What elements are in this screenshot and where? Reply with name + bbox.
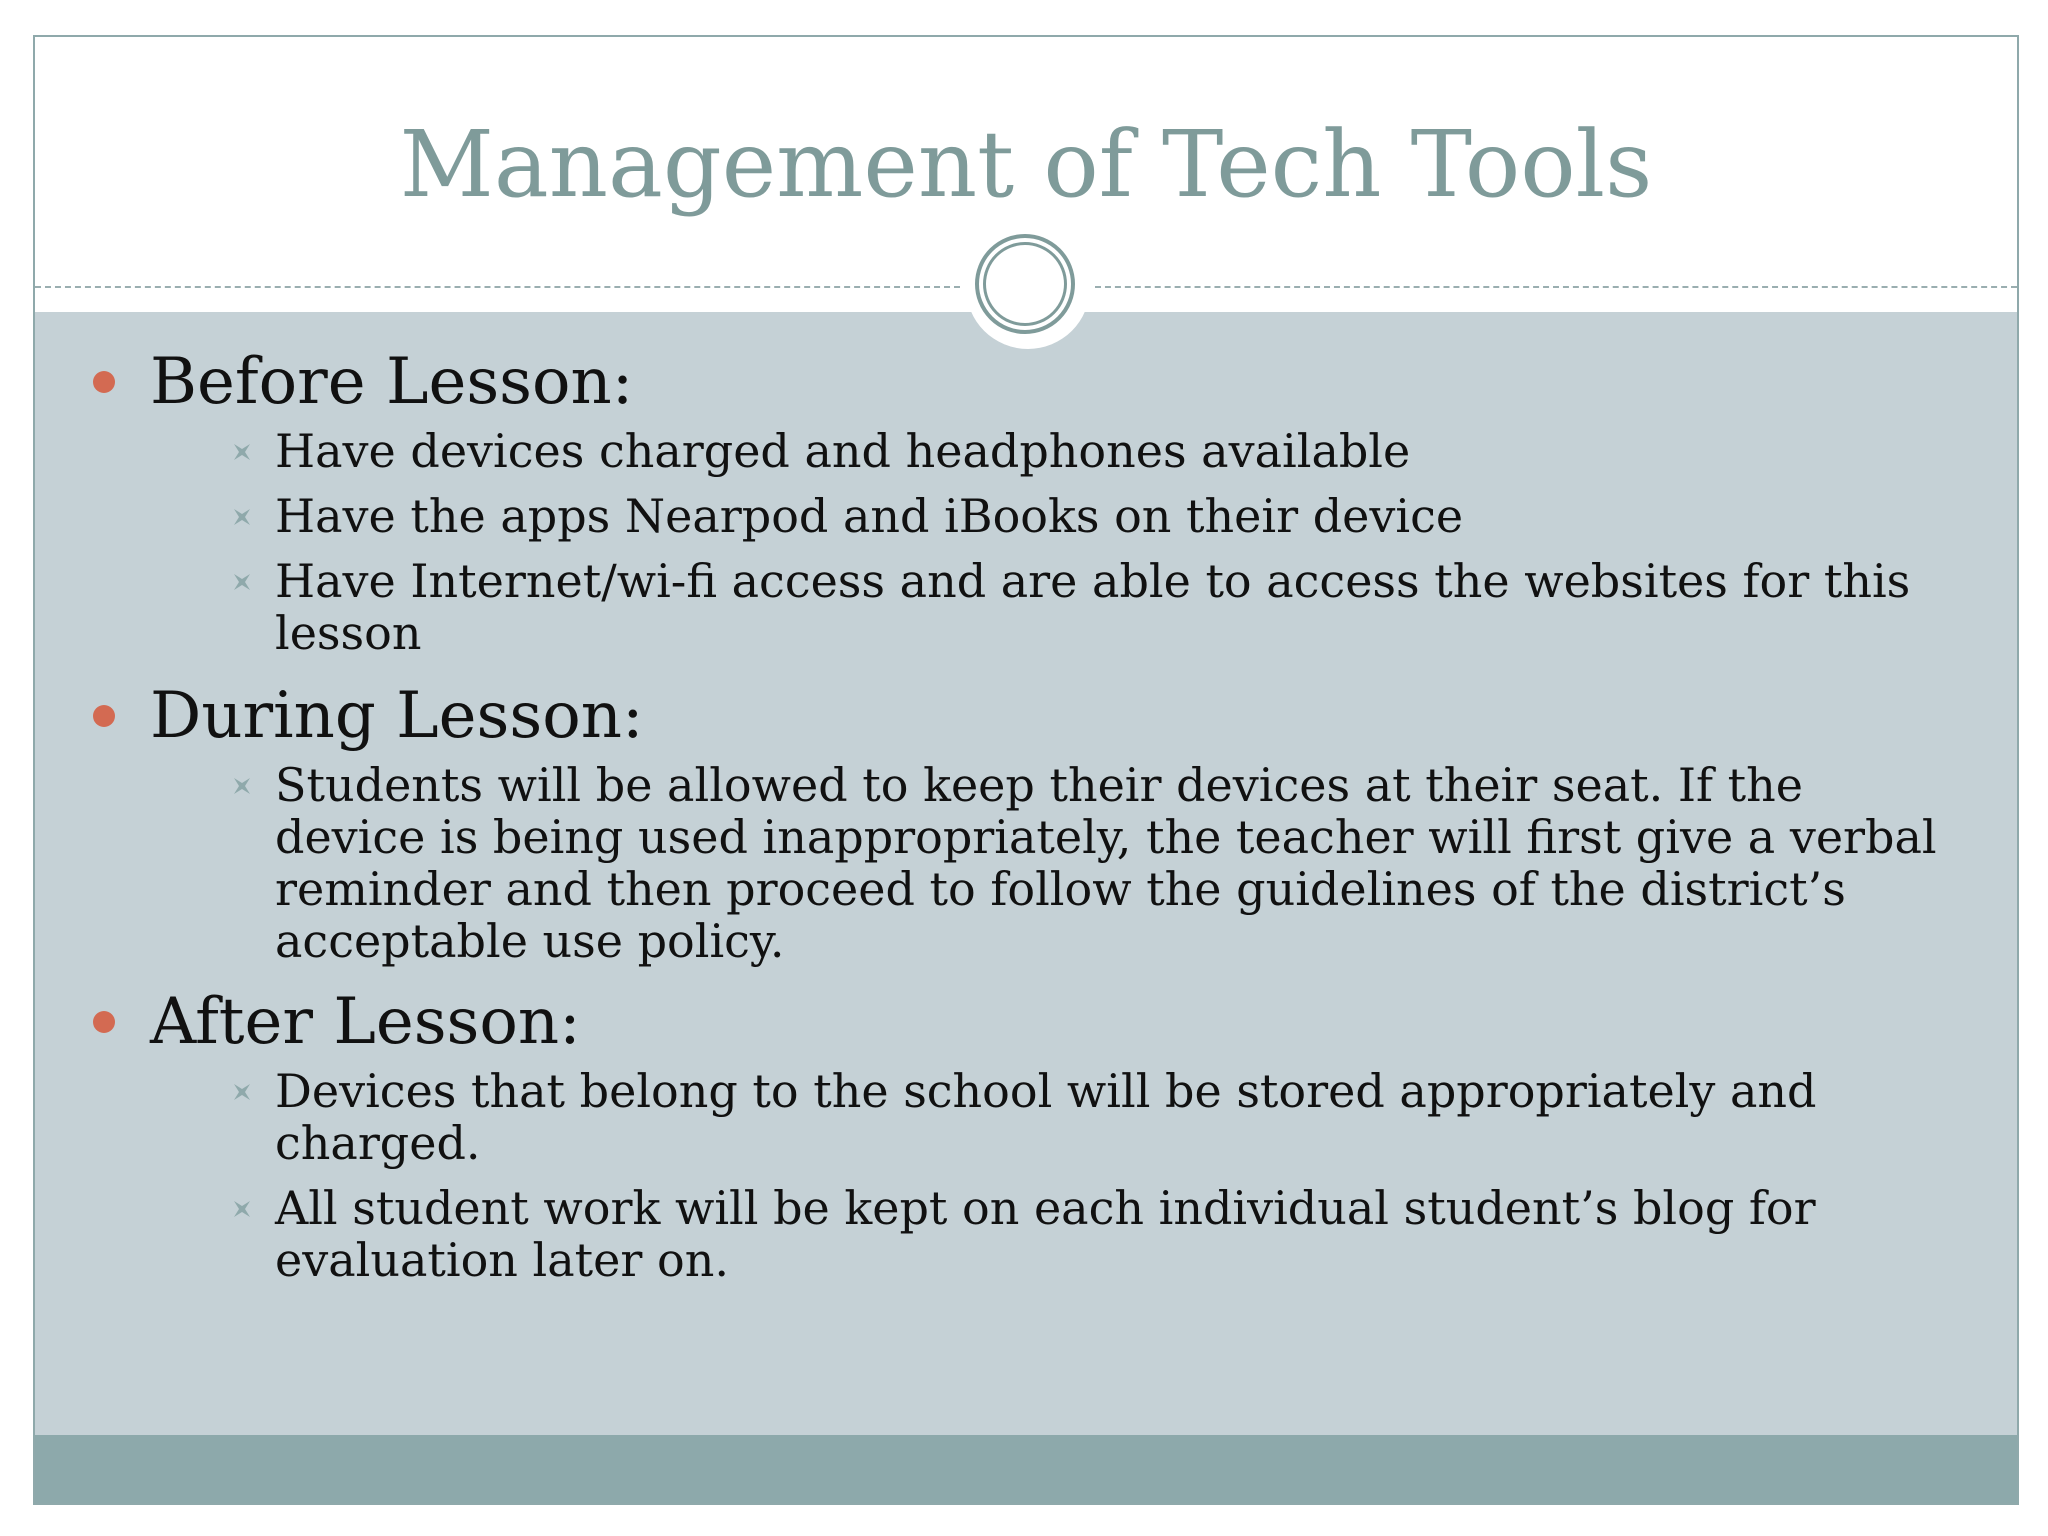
- slide: [33, 35, 2019, 1505]
- list-item-text: All student work will be kept on each individual student’s blog for evaluation later on.: [275, 1181, 1816, 1287]
- list-item: [35, 1065, 2017, 1169]
- ornament-inner-circle-icon: [983, 242, 1067, 326]
- section-before-lesson: [35, 339, 2017, 659]
- list-item: [35, 1182, 2017, 1286]
- list-item-text: Devices that belong to the school will be stored appropriately and charged.: [275, 1064, 1817, 1170]
- list-item-text: Have the apps Nearpod and iBooks on their device: [275, 489, 1464, 543]
- fleur-bullet-icon: [233, 508, 251, 526]
- list-item-text: Have Internet/wi-fi access and are able to access the websites for this lesson: [275, 554, 1911, 660]
- list-item: [35, 759, 2017, 967]
- section-heading: [35, 339, 2017, 425]
- item-list: [35, 759, 2017, 967]
- slide-title: Management of Tech Tools: [399, 111, 1653, 218]
- fleur-bullet-icon: [233, 573, 251, 591]
- list-item: [35, 555, 2017, 659]
- section-after-lesson: [35, 979, 2017, 1286]
- section-label: During Lesson:: [150, 679, 644, 753]
- title-divider-right: [1095, 286, 2017, 288]
- title-divider-left: [35, 286, 960, 288]
- section-label: After Lesson:: [150, 985, 581, 1059]
- round-bullet-icon: [93, 705, 115, 727]
- fleur-bullet-icon: [233, 443, 251, 461]
- item-list: [35, 425, 2017, 659]
- round-bullet-icon: [93, 1011, 115, 1033]
- section-heading: [35, 673, 2017, 759]
- list-item-text: Students will be allowed to keep their devices at their seat. If the device is being used inappropriately, the teacher will first give a verbal reminder and then proceed to follow the guidelines of the district’s acceptable use policy.: [275, 758, 1937, 968]
- section-heading: [35, 979, 2017, 1065]
- fleur-bullet-icon: [233, 1200, 251, 1218]
- item-list: [35, 1065, 2017, 1286]
- section-during-lesson: [35, 673, 2017, 967]
- list-item-text: Have devices charged and headphones available: [275, 424, 1411, 478]
- fleur-bullet-icon: [233, 777, 251, 795]
- section-label: Before Lesson:: [150, 345, 634, 419]
- fleur-bullet-icon: [233, 1083, 251, 1101]
- round-bullet-icon: [93, 371, 115, 393]
- footer-band: [35, 1435, 2017, 1503]
- list-item: [35, 425, 2017, 477]
- list-item: [35, 490, 2017, 542]
